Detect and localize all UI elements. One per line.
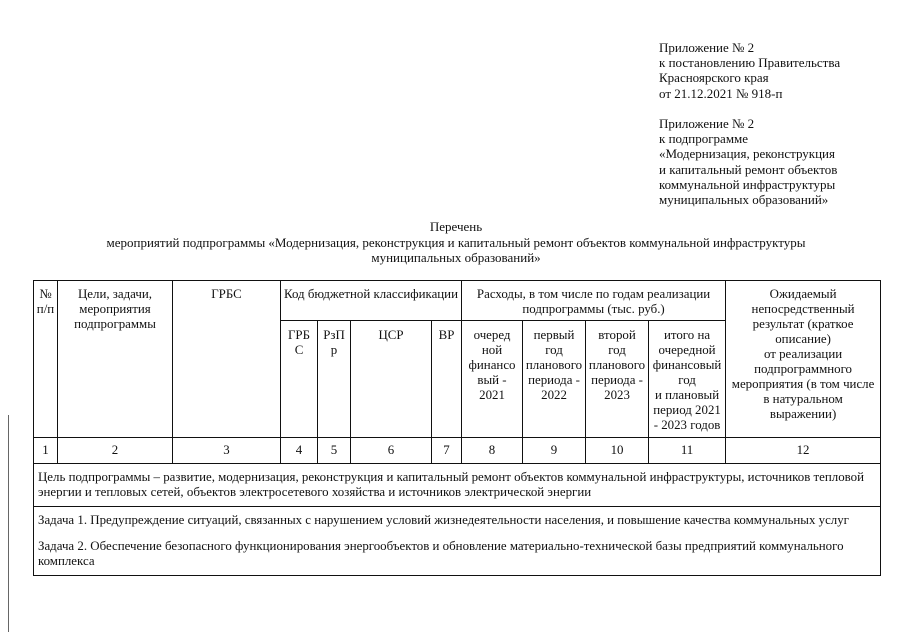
scan-edge-line: [8, 415, 9, 632]
appendix-subprogram-line: к подпрограмме: [659, 131, 749, 147]
column-number: 2: [58, 438, 173, 464]
header-expected-result: Ожидаемый непосредственный результат (краткое описание) от реализации подпрограммного мероприятия (в том числе в натуральном выражении): [726, 281, 881, 438]
header-goals-tasks: Цели, задачи, мероприятия подпрограммы: [58, 281, 173, 438]
task-row: [34, 507, 881, 534]
header-grbs: ГРБС: [173, 281, 281, 438]
column-number: 12: [726, 438, 881, 464]
column-number: 10: [586, 438, 649, 464]
appendix-subprogram-line: «Модернизация, реконструкция: [659, 146, 835, 162]
column-number: 8: [462, 438, 523, 464]
header-code-rzpr: РзП р: [318, 321, 351, 438]
appendix-resolution-line: от 21.12.2021 № 918-п: [659, 85, 783, 101]
header-number: № п/п: [34, 281, 58, 438]
column-number: 5: [318, 438, 351, 464]
title-heading: Перечень: [429, 219, 483, 234]
appendix-subprogram-block: [659, 116, 837, 207]
appendix-resolution-block: [659, 40, 840, 101]
header-expenses-total: итого на очередной финансовый год и плановый период 2021 - 2023 годов: [649, 321, 726, 438]
column-number: 6: [351, 438, 432, 464]
header-code-grbs: ГРБ С: [281, 321, 318, 438]
column-number: 4: [281, 438, 318, 464]
header-code-vr: ВР: [432, 321, 462, 438]
appendix-subprogram-line: коммунальной инфраструктуры: [659, 176, 836, 192]
header-expenses-2021: очеред ной финансо вый - 2021: [462, 321, 523, 438]
header-budget-code-group: Код бюджетной классификации: [281, 281, 462, 321]
header-code-csr: ЦСР: [351, 321, 432, 438]
column-number: 11: [649, 438, 726, 464]
title-line: мероприятий подпрограммы «Модернизация, реконструкция и капитальный ремонт объектов коммунальной инфраструктуры: [106, 234, 806, 250]
appendix-resolution-line: Красноярского края: [659, 70, 769, 86]
task-text: Задача 1. Предупреждение ситуаций, связанных с нарушением условий жизнедеятельности населения, и повышение качества коммунальных услуг: [34, 507, 881, 534]
goal-row: [34, 464, 881, 507]
column-number: 1: [34, 438, 58, 464]
column-number-row: [34, 438, 881, 464]
appendix-subprogram-line: и капитальный ремонт объектов: [659, 161, 838, 177]
title-line: муниципальных образований»: [371, 250, 541, 265]
activities-table: [33, 280, 881, 576]
task-text: Задача 2. Обеспечение безопасного функционирования энергообъектов и обновление материально-технической базы предприятий коммунального комплекса: [34, 534, 881, 576]
header-expenses-2023: второй год планового периода - 2023: [586, 321, 649, 438]
column-number: 9: [523, 438, 586, 464]
column-number: 7: [432, 438, 462, 464]
appendix-resolution-line: к постановлению Правительства: [659, 55, 841, 71]
header-expenses-group: Расходы, в том числе по годам реализации подпрограммы (тыс. руб.): [462, 281, 726, 321]
document-title-block: [20, 219, 892, 266]
header-expenses-2022: первый год планового периода - 2022: [523, 321, 586, 438]
appendix-subprogram-line: Приложение № 2: [659, 116, 755, 131]
appendix-subprogram-line: муниципальных образований»: [659, 192, 829, 208]
column-number: 3: [173, 438, 281, 464]
task-row: [34, 534, 881, 576]
appendix-resolution-line: Приложение № 2: [659, 40, 755, 55]
goal-text: Цель подпрограммы – развитие, модернизация, реконструкция и капитальный ремонт объектов коммунальной инфраструктуры, источников тепловой энергии и тепловых сетей, объектов электросетевого хозяйства и источников электрической энергии: [34, 464, 881, 507]
table-header-row: [34, 281, 881, 321]
